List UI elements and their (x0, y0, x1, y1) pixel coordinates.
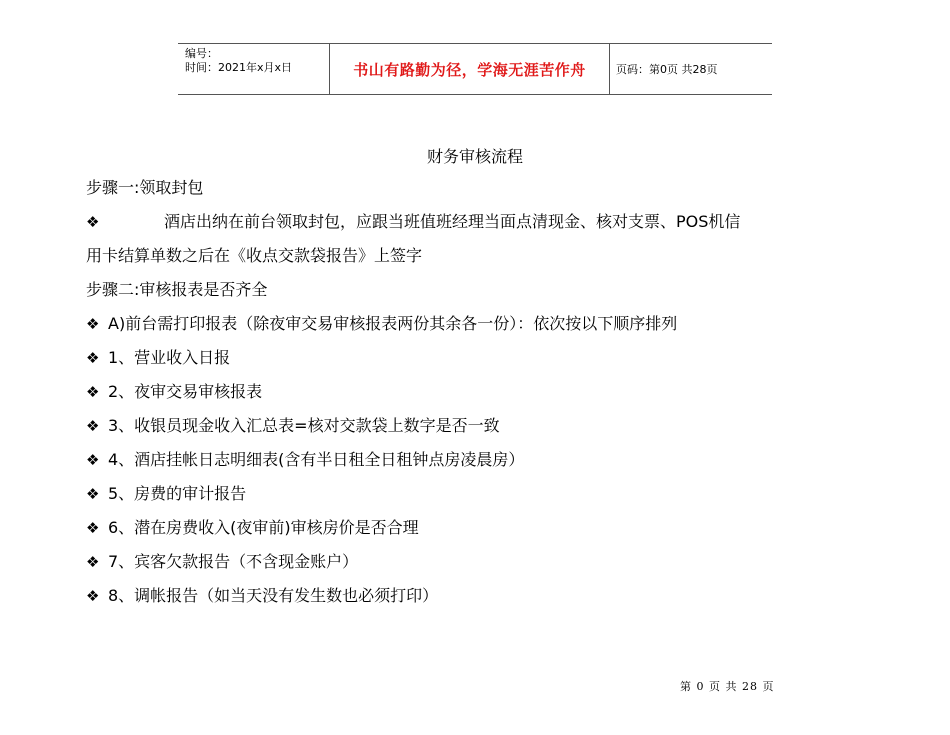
header-motto-cell (330, 44, 610, 94)
diamond-bullet-icon: ❖ (86, 587, 100, 605)
number-label: 编号： (185, 47, 218, 60)
diamond-bullet-icon: ❖ (86, 349, 100, 367)
list-item (86, 585, 438, 607)
list-item (86, 415, 500, 437)
list-item (86, 517, 419, 539)
header-page-info: 页码：第0页 共28页 (616, 63, 718, 76)
page-header (178, 43, 772, 95)
time-label: 时间：2021年x月x日 (185, 61, 293, 74)
diamond-bullet-icon: ❖ (86, 213, 100, 231)
list-item (86, 483, 246, 505)
diamond-bullet-icon: ❖ (86, 553, 100, 571)
motto-text: 书山有路勤为径，学海无涯苦作舟 (353, 60, 586, 79)
step2-heading: 步骤二:审核报表是否齐全 (86, 280, 268, 299)
list-item (86, 449, 524, 471)
diamond-bullet-icon: ❖ (86, 383, 100, 401)
document-title: 财务审核流程 (426, 147, 523, 166)
list-item-text: 6、潜在房费收入(夜审前)审核房价是否合理 (108, 518, 419, 537)
step1-heading: 步骤一:领取封包 (86, 178, 204, 197)
header-page-cell (610, 44, 772, 94)
list-item-text: 3、收银员现金收入汇总表=核对交款袋上数字是否一致 (108, 416, 500, 435)
diamond-bullet-icon: ❖ (86, 315, 100, 333)
list-item (86, 551, 358, 573)
list-item (86, 313, 677, 335)
diamond-bullet-icon: ❖ (86, 417, 100, 435)
list-item-text: 1、营业收入日报 (108, 348, 231, 367)
step1-line1-text: 酒店出纳在前台领取封包，应跟当班值班经理当面点清现金、核对支票、POS机信 (164, 212, 741, 231)
step1-line2: 用卡结算单数之后在《收点交款袋报告》上签字 (86, 246, 423, 265)
page-footer: 第 0 页 共 28 页 (680, 680, 775, 693)
diamond-bullet-icon: ❖ (86, 451, 100, 469)
list-item-text: 5、房费的审计报告 (108, 484, 247, 503)
list-item-text: 7、宾客欠款报告（不含现金账户） (108, 552, 359, 571)
list-item-text: 4、酒店挂帐日志明细表(含有半日租全日租钟点房凌晨房） (108, 450, 525, 469)
diamond-bullet-icon: ❖ (86, 519, 100, 537)
header-meta-cell (178, 44, 330, 94)
list-item-text: 8、调帐报告（如当天没有发生数也必须打印） (108, 586, 439, 605)
diamond-bullet-icon: ❖ (86, 485, 100, 503)
step1-line1 (86, 211, 740, 233)
list-item-text: A)前台需打印报表（除夜审交易审核报表两份其余各一份）：依次按以下顺序排列 (108, 314, 678, 333)
list-item (86, 347, 230, 369)
list-item-text: 2、夜审交易审核报表 (108, 382, 263, 401)
list-item (86, 381, 262, 403)
